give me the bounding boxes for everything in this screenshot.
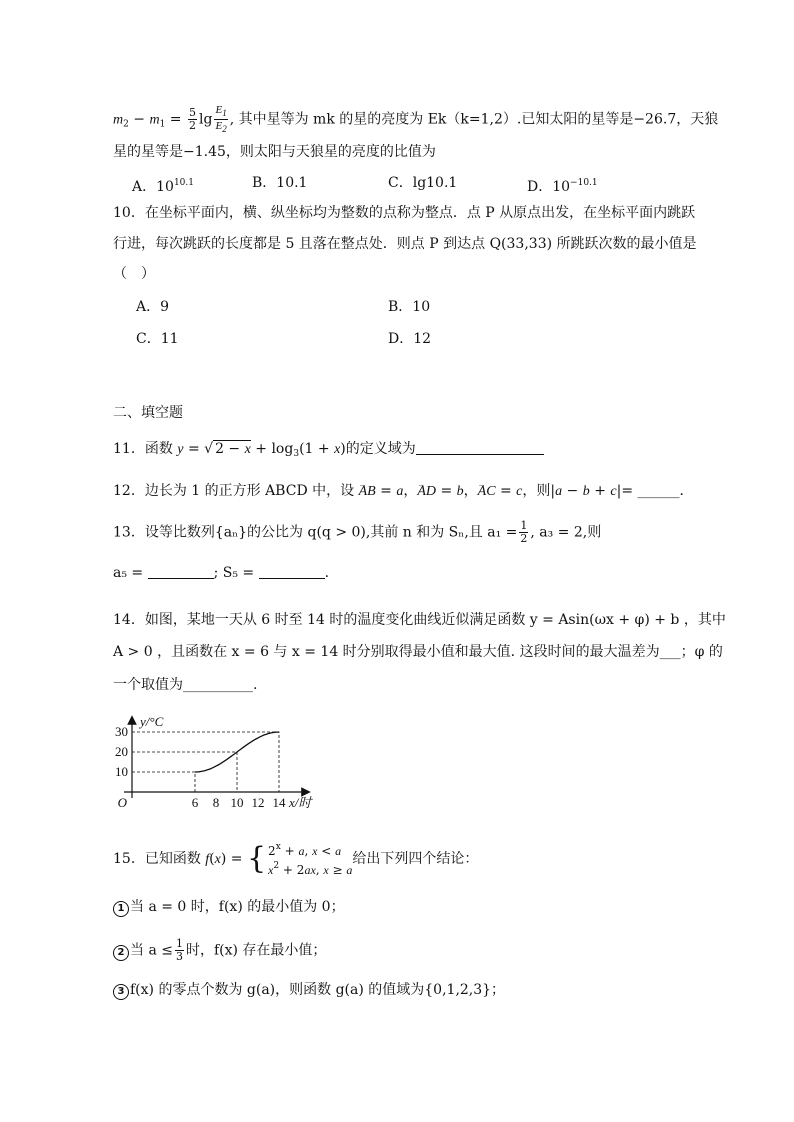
q12: 12．边长为 1 的正方形 ABCD 中，设 → AB = a，→ AD = b，→ AC = c，则|a − b + c|= ______． — [113, 481, 694, 502]
circled-number-2: 2 — [113, 945, 129, 961]
y-tick-label: 10 — [115, 764, 128, 779]
q9-line1: $m_2 - m_1$ = $\frac{5}{2}$ lg $\frac{E_1}{E_2}$ , 其中星等为 mk 的星的亮度为 Ek（k=1,2）.已知太阳的星等是−26.7，天狼 — [113, 104, 719, 134]
x-tick-label: 8 — [212, 795, 220, 810]
x-tick-label: 6 — [191, 795, 199, 810]
q9-option-b: B．10.1 — [252, 175, 308, 191]
guide-line — [132, 732, 279, 792]
q15-conclusion-1: 1 当 a = 0 时，f(x) 的最小值为 0； — [113, 897, 345, 917]
q13-line2: a₅ = ; S₅ = . — [113, 565, 330, 581]
x-axis-label: x/时 — [289, 795, 312, 810]
y-axis-label: y/°C — [140, 714, 164, 729]
q13-line1: 13．设等比数列{aₙ}的公比为 q(q > 0),其前 n 和为 Sₙ,且 a₁ = $\frac{1}{2}$ , a₃ = 2,则 — [113, 519, 602, 545]
fraction-5-2: $\frac{5}{2}$ — [189, 106, 196, 132]
q9-option-a: A．$10^{10.1}$ — [132, 178, 194, 195]
q15-line1: 15．已知函数 f(x) = { $2^x + a$, x < a $x^2 + 2ax$, x ≥ a 给出下列四个结论： — [113, 841, 479, 877]
y-tick-label: 30 — [115, 724, 128, 739]
q10-line2: 行进，每次跳跃的长度都是 5 且落在整点处．则点 P 到达点 Q(33,33) 所跳跃次数的最小值是 — [113, 236, 697, 252]
fraction-e1-e2: $\frac{E_1}{E_2}$ — [215, 104, 227, 134]
q10-option-c: C．11 — [136, 331, 179, 347]
q10-line3: （ ） — [113, 266, 155, 282]
origin-label: O — [117, 795, 127, 810]
q14-line3: 一个取值为__________. — [113, 677, 258, 693]
q15-conclusion-3: 3 f(x) 的零点个数为 g(a)，则函数 g(a) 的值域为{0,1,2,3}； — [113, 980, 505, 1000]
q15-conclusion-2: 2 当 a ≤ $\frac{1}{3}$ 时，f(x) 存在最小值； — [113, 938, 326, 963]
q14-line2: A > 0 ，且函数在 x = 6 与 x = 14 时分别取得最小值和最大值. 这段时间的最大温差为___；φ 的 — [113, 644, 723, 660]
section-title: 二、填空题 — [113, 405, 183, 421]
circled-number-3: 3 — [113, 984, 129, 1000]
fraction-1-2: $\frac{1}{2}$ — [520, 519, 528, 545]
q11: 11．函数 y = √ $2 - x + \log_3(1 + x)$的定义域为 — [113, 439, 544, 464]
q14-line1: 14．如图，某地一天从 6 时至 14 时的温度变化曲线近似满足函数 y = Asin(ωx + φ) + b ，其中 — [113, 612, 726, 628]
q9-option-c: C．lg10.1 — [388, 175, 458, 191]
q10-option-b: B．10 — [388, 299, 431, 315]
q9-line2: 星的星等是−1.45，则太阳与天狼星的亮度的比值为 — [113, 144, 436, 160]
temperature-chart — [110, 700, 340, 812]
q10-option-d: D．12 — [388, 331, 432, 347]
x-tick-label: 12 — [251, 795, 265, 810]
x-tick-label: 10 — [230, 795, 244, 810]
answer-blank — [416, 440, 544, 455]
x-tick-label: 14 — [272, 795, 286, 810]
q9-option-d: D．$10^{-10.1}$ — [527, 178, 598, 195]
y-tick-label: 20 — [115, 744, 128, 759]
q10-option-a: A．9 — [136, 299, 170, 315]
guide-line — [132, 772, 195, 792]
q10-line1: 10．在坐标平面内，横、纵坐标均为整数的点称为整点．点 P 从原点出发，在坐标平面内跳跃 — [113, 205, 696, 221]
circled-number-1: 1 — [113, 901, 129, 917]
